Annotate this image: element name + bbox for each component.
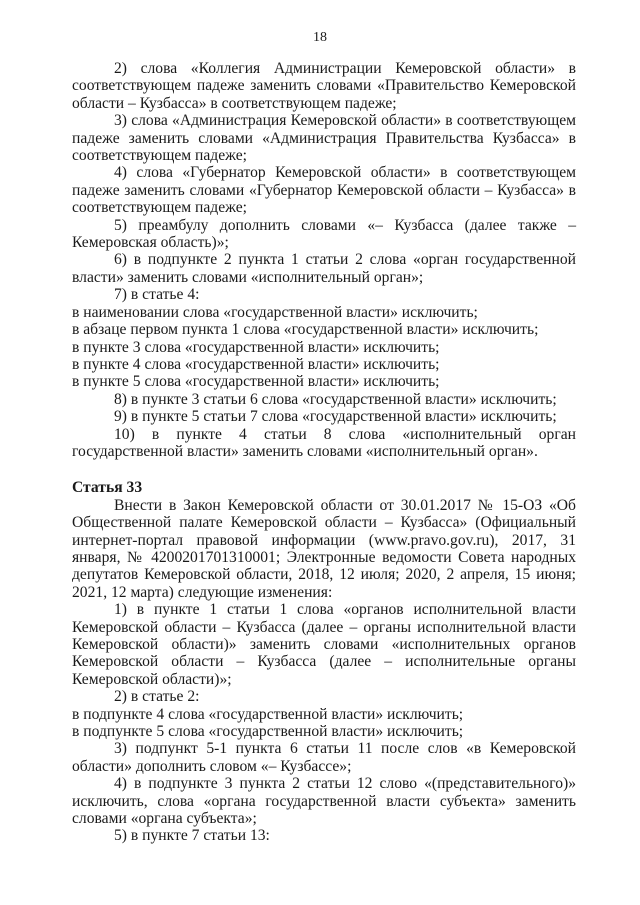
paragraph: в абзаце первом пункта 1 слова «государственной власти» исключить; (72, 321, 539, 339)
paragraph: 3) слова «Администрация Кемеровской области» в соответствующем падеже заменить словами «Администрация Правительства Кузбасса» в соответствующем падеже; (72, 112, 576, 165)
document-body (72, 60, 576, 845)
paragraph: Внести в Закон Кемеровской области от 30.01.2017 № 15-ОЗ «Об Общественной палате Кемеровской области – Кузбасса» (Официальный интернет-портал правовой информации (www.pravo.gov.ru), 2017, 31 января, № 4200201701310001; Электронные ведомости Совета народных депутатов Кемеровской области, 2018, 12 июля; 2020, 2 апреля, 15 июня; 2021, 12 марта) следующие изменения: (72, 496, 576, 601)
paragraph: 3) подпункт 5-1 пункта 6 статьи 11 после слов «в Кемеровской области» дополнить словом «– Кузбассе»; (72, 740, 576, 775)
paragraph: 1) в пункте 1 статьи 1 слова «органов исполнительной власти Кемеровской области – Кузбасса (далее – органы исполнительной власти Кемеровской области)» заменить словами «исполнительных органов Кемеровской области – Кузбасса (далее – исполнительные органы Кемеровской области)»; (72, 601, 576, 688)
paragraph: 2) слова «Коллегия Администрации Кемеровской области» в соответствующем падеже заменить словами «Правительство Кемеровской области – Кузбасса» в соответствующем падеже; (72, 60, 576, 112)
paragraph: в наименовании слова «государственной власти» исключить; (72, 303, 478, 321)
paragraph: 8) в пункте 3 статьи 6 слова «государственной власти» исключить; (114, 390, 557, 408)
paragraph: 2) в статье 2: (114, 688, 200, 706)
paragraph: в подпункте 5 слова «государственной власти» исключить; (72, 723, 464, 741)
spacer (72, 460, 576, 479)
paragraph: 6) в подпункте 2 пункта 1 статьи 2 слова «орган государственной власти» заменить словами «исполнительный орган»; (72, 251, 576, 286)
paragraph: 4) в подпункте 3 пункта 2 статьи 12 слово «(представительного)» исключить, слова «органа государственной власти субъекта» заменить словами «органа субъекта»; (72, 775, 576, 828)
paragraph: в пункте 4 слова «государственной власти» исключить; (72, 355, 440, 373)
paragraph: в подпункте 4 слова «государственной власти» исключить; (72, 705, 464, 723)
paragraph: 10) в пункте 4 статьи 8 слова «исполнительный орган государственной власти» заменить словами «исполнительный орган». (72, 425, 576, 460)
article-heading: Статья 33 (72, 479, 143, 497)
paragraph: 4) слова «Губернатор Кемеровской области» в соответствующем падеже заменить словами «Губернатор Кемеровской области – Кузбасса» в соответствующем падеже; (72, 164, 576, 217)
paragraph: 5) преамбулу дополнить словами «– Кузбасса (далее также – Кемеровская область)»; (72, 216, 576, 252)
page-number: 18 (313, 30, 327, 45)
paragraph: 9) в пункте 5 статьи 7 слова «государственной власти» исключить; (114, 408, 557, 426)
paragraph: в пункте 5 слова «государственной власти» исключить; (72, 373, 440, 391)
paragraph: в пункте 3 слова «государственной власти» исключить; (72, 338, 440, 356)
paragraph: 5) в пункте 7 статьи 13: (114, 827, 270, 845)
paragraph: 7) в статье 4: (114, 286, 200, 304)
